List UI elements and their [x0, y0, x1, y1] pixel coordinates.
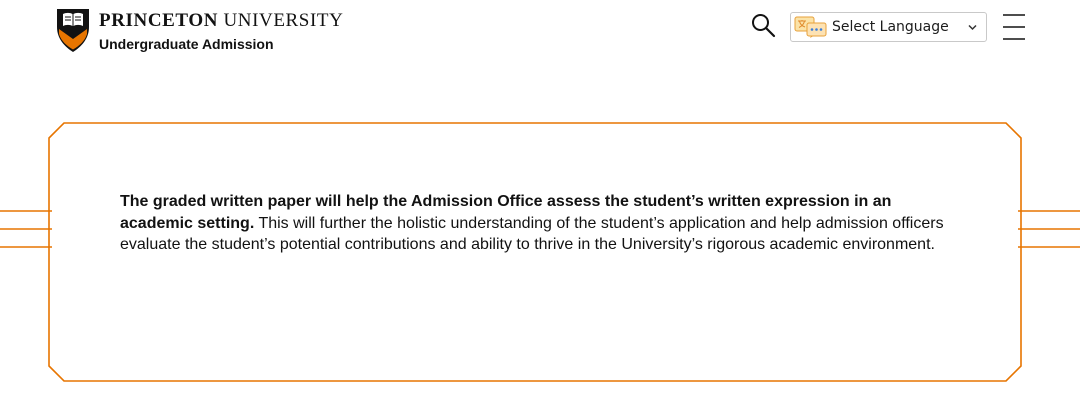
princeton-shield-icon: [55, 7, 91, 53]
search-button[interactable]: [749, 11, 777, 39]
left-decorative-lines: [0, 210, 52, 248]
university-name-regular: UNIVERSITY: [223, 10, 344, 31]
university-name: [99, 11, 343, 30]
chevron-down-icon: [968, 24, 977, 31]
right-decorative-lines: [1018, 210, 1080, 248]
home-logo-link[interactable]: [55, 7, 343, 53]
callout-text: [120, 191, 950, 256]
callout-bold-text: The graded written paper will help the Admission Office assess the student’s written expression in an academic setting.: [120, 193, 892, 232]
language-select[interactable]: [790, 12, 987, 42]
site-header: [0, 0, 1080, 64]
menu-button[interactable]: [1003, 13, 1025, 41]
language-select-value: Select Language: [832, 19, 949, 35]
department-name: Undergraduate Admission: [99, 36, 274, 52]
university-name-bold: PRINCETON: [99, 10, 219, 31]
hamburger-menu-icon: [1003, 13, 1025, 41]
callout-body-text: This will further the holistic understanding of the student’s application and help admission officers evaluate the student’s potential contributions and ability to thrive in the University’s rigorous academic environment.: [120, 214, 944, 253]
search-icon: [749, 11, 777, 39]
translate-icon: [794, 16, 828, 38]
